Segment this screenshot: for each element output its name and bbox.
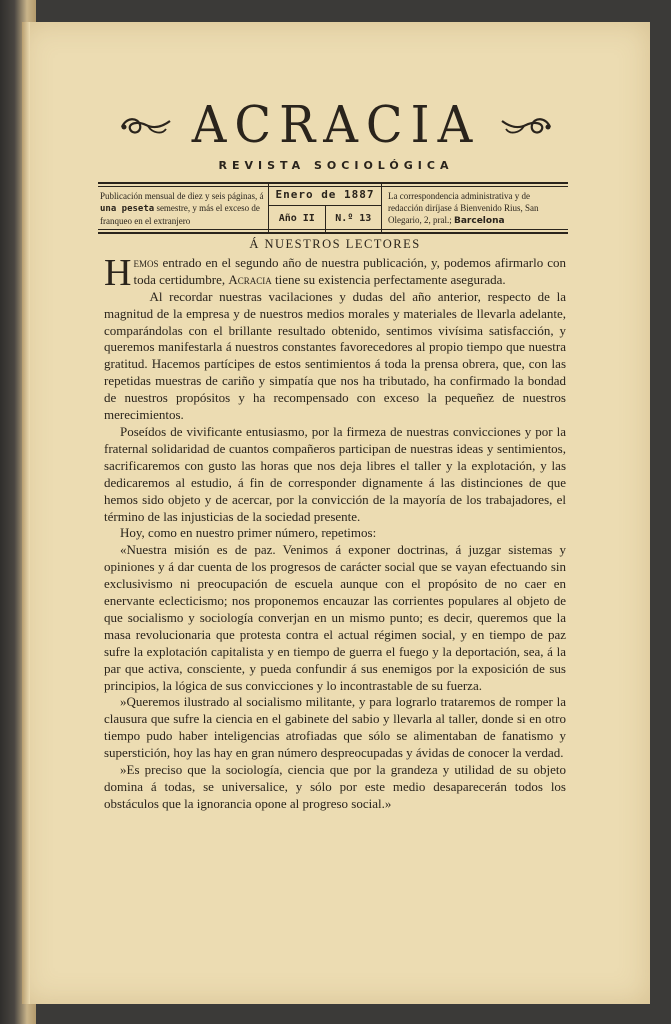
subscription-info [98, 184, 268, 232]
title-row [22, 97, 650, 153]
publication-info-bar [98, 182, 568, 234]
drop-cap: H [104, 251, 132, 294]
article-paragraph-7: »Es preciso que la sociología, ciencia que por la grandeza y utilidad de su objeto domina á todas, se universalice, y sólo por este medio desaparecerán todos los obstáculos que la ignorancia opone al progreso social.» [104, 762, 566, 811]
correspondence-city: Barcelona [453, 216, 505, 226]
correspondence-info [382, 184, 568, 232]
article-paragraph-3: Poseídos de vivificante entusiasmo, por la firmeza de nuestras convicciones y por la fraternal solidaridad de cuantos compañeros participan de nuestras ideas y sentimientos, sacrificaremos con gusto las horas que nos deja libres el taller y la explotación, y las dedicaremos al estudio, á fin de corresponder dignamente á las distinciones de que hemos sido objeto y de acercar, por la convicción de la mayoría de los trabajadores, el término de las injusticias de la sociedad presente. [104, 423, 566, 524]
issue-year: Año II [278, 213, 315, 224]
article-paragraph-6: »Queremos ilustrado al socialismo militante, y para lograrlo trataremos de romper la clausura que sufre la ciencia en el gabinete del sabio y llevarla al taller, donde si en otro tiempo pudo haber inteligencias atrofiadas que sólo se alimentaban de fanatismo y superstición, hoy las hay en gran número despreocupadas y ávidas de conocer la verdad. [104, 694, 566, 761]
article [104, 236, 566, 813]
document-page [22, 22, 650, 1004]
article-paragraph-2: Al recordar nuestras vacilaciones y dudas del año anterior, respecto de la magnitud de la empresa y de nuestros medios morales y materiales de llevarla adelante, comparándolas con el brillante resultado obtenido, sentimos vivísima satisfacción, y queremos manifestarla á nuestros constantes favorecedores al propio tiempo que nuestra gratitud. Hacemos partícipes de estos sentimientos á toda la prensa obrera, que, con las repetidas muestras de cariño y simpatía que nos ha tributado, ha confirmado la bondad de nuestros propósitos y ha recompensado con exceso la pequeñez de nuestros merecimientos. [104, 288, 566, 423]
issue-date: Enero de 1887 [269, 184, 381, 206]
magazine-title: ACRACIA [191, 95, 481, 155]
correspondence-text: La correspondencia administrativa y de redacción diríjase á Bienvenido Rius, San Olegario, 2, pral.; [388, 191, 539, 225]
magazine-name-inline: Acracia [228, 271, 272, 287]
left-flourish-icon [118, 111, 174, 139]
opening-small-caps: emos [133, 254, 159, 270]
magazine-subtitle: REVISTA SOCIOLÓGICA [218, 159, 454, 172]
paragraph-1-text-b: tiene su existencia perfectamente asegurada. [271, 271, 506, 287]
right-flourish-icon [498, 111, 554, 139]
subscription-text-1: Publicación mensual de diez y seis páginas, á [100, 191, 264, 201]
article-paragraph-1 [104, 251, 566, 294]
article-heading: Á NUESTROS LECTORES [249, 237, 421, 251]
subscription-text-2: semestre, y más el exceso de franqueo en el extranjero [100, 203, 260, 226]
issue-number: N.º 13 [325, 206, 382, 232]
subscription-price: una peseta [100, 204, 155, 214]
issue-info [268, 184, 382, 232]
article-paragraph-4: Hoy, como en nuestro primer número, repetimos: [120, 525, 377, 541]
masthead [22, 97, 650, 172]
paragraph-1-text-a: entrado en el segundo año de nuestra publicación, y, podemos afirmarlo con toda certidumbre, [133, 254, 566, 287]
article-paragraph-5: «Nuestra misión es de paz. Venimos á exponer doctrinas, á juzgar sistemas y opiniones y á dar cuenta de los progresos de carácter social que se vayan efectuando sin exclusivismo ni preocupación de escuela aunque con el propósito de no caer en enervante eclecticismo; nos proponemos encauzar las corrientes populares al objeto de que socialismo y sociología converjan en un mismo punto; es decir, queremos que la masa revolucionaria que protesta contra el actual régimen social, y en tiempo de paz sufre la explotación capitalista y en tiempo de guerra el fuego y la deportación, sea, á la par que activa, consciente, y pueda confundir á sus enemigos por la exposición de sus principios, la lógica de sus convicciones y lo incontrastable de su fuerza. [104, 542, 566, 693]
